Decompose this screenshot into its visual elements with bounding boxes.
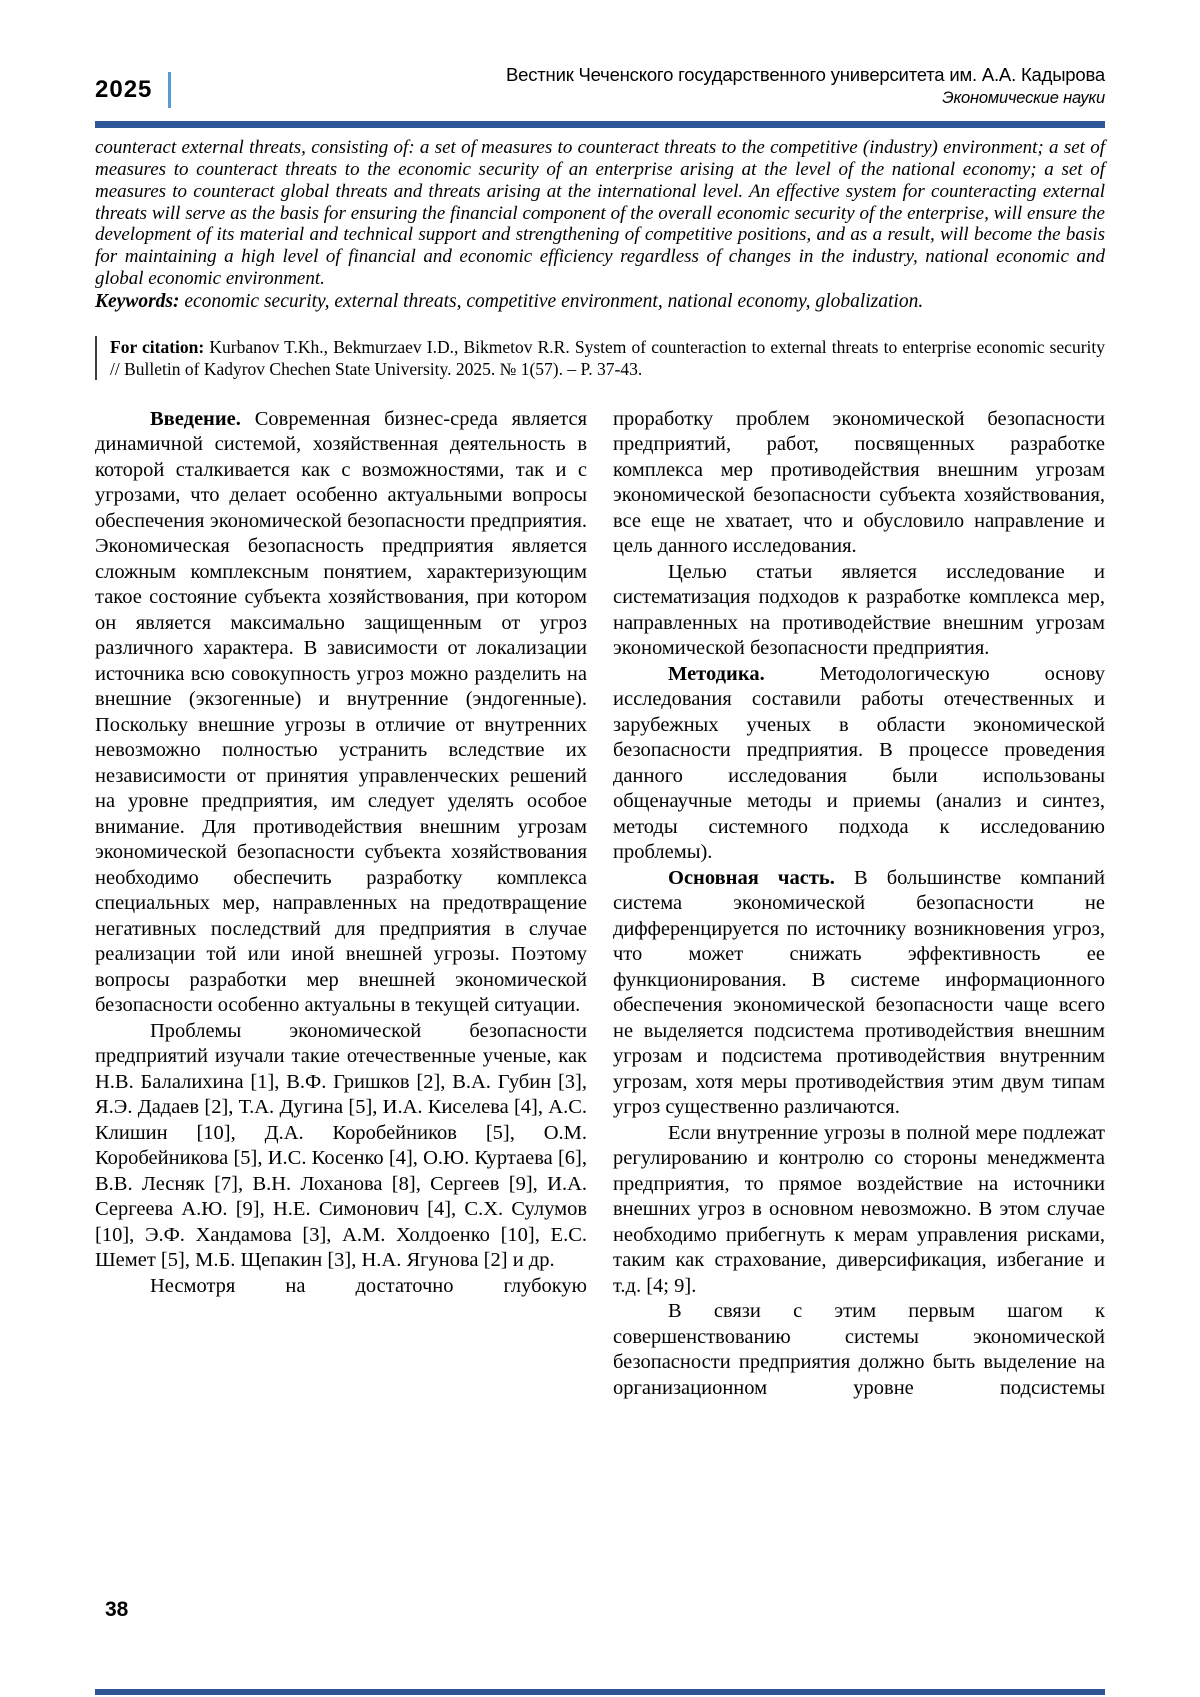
body-paragraph: Несмотря на достаточно глубокую (150, 1274, 587, 1297)
body-paragraph: Целью статьи является исследование и систематизация подходов к разработке комплекса мер, направленных на противодействие внешним угрозам экономической безопасности предприятия. (613, 560, 1105, 660)
keywords-line (95, 291, 1105, 313)
right-column (613, 407, 1105, 1402)
page-number: 38 (105, 1598, 129, 1621)
section-lead: Основная часть. (668, 866, 854, 889)
body-paragraph: Методика. Методологическую основу исследования составили работы отечественных и зарубежных ученых в области экономической безопасности предприятия. В процессе проведения данного исследования были использованы общенаучные методы и приемы (анализ и синтез, методы системного подхода к исследованию проблемы). (613, 662, 1105, 864)
body-paragraph: Введение. Современная бизнес-среда является динамичной системой, хозяйственная деятельность в которой сталкивается как с возможностями, так и с угрозами, что делает особенно актуальными вопросы обеспечения экономической безопасности предприятия. Экономическая безопасность предприятия является сложным комплексным понятием, характеризующим такое состояние субъекта хозяйствования, при котором он является максимально защищенным от угроз различного характера. В зависимости от локализации источника всю совокупность угроз можно разделить на внешние (экзогенные) и внутренние (эндогенные). Поскольку внешние угрозы в отличие от внутренних невозможно полностью устранить вследствие их независимости от принятия управленческих решений на уровне предприятия, им следует уделять особое внимание. Для противодействия внешним угрозам экономической безопасности субъекта хозяйствования необходимо обеспечить разработку комплекса специальных мер, направленных на предотвращение негативных последствий для предприятия в случае реализации той или иной внешней угрозы. Поэтому вопросы разработки мер внешней экономической безопасности особенно актуальны в текущей ситуации. (95, 407, 587, 1017)
page-header (95, 0, 1105, 108)
body-columns (95, 407, 1105, 1402)
citation-block (95, 336, 1105, 380)
citation-text: Kurbanov T.Kh., Bekmurzaev I.D., Bikmetov R.R. System of counteraction to external threats to enterprise economic security // Bulletin of Kadyrov Chechen State University. 2025. № 1(57). – P. 37-43. (110, 336, 1105, 379)
body-paragraph: Если внутренние угрозы в полной мере подлежат регулированию и контролю со стороны менеджмента предприятия, то прямое воздействие на источники внешних угроз в основном невозможно. В этом случае необходимо прибегнуть к мерам управления рисками, таким как страхование, диверсификация, избегание и т.д. [4; 9]. (613, 1121, 1105, 1297)
citation-label: For citation: (110, 336, 205, 357)
footer-rule (95, 1689, 1105, 1695)
year-divider-bar (168, 72, 171, 108)
header-rule (95, 121, 1105, 128)
year-block (95, 72, 171, 108)
left-column (95, 407, 587, 1402)
section-lead: Методика. (668, 662, 820, 685)
keywords-label: Keywords: (95, 290, 180, 312)
section-lead: Введение. (150, 407, 255, 430)
body-paragraph: Основная часть. В большинстве компаний система экономической безопасности не дифференцируется по источнику возникновения угроз, что может снижать эффективность ее функционирования. В системе информационного обеспечения экономической безопасности чаще всего не выделяется подсистема противодействия внешним угрозам и подсистема противодействия внутренним угрозам, хотя меры противодействия этим двум типам угроз существенно различаются. (613, 866, 1106, 1119)
body-paragraph: Проблемы экономической безопасности предприятий изучали такие отечественные ученые, как Н.В. Балалихина [1], В.Ф. Гришков [2], В.А. Губин [3], Я.Э. Дадаев [2], Т.А. Дугина [5], И.А. Киселева [4], А.С. Клишин [10], Д.А. Коробейников [5], О.М. Коробейникова [5], И.С. Косенко [4], О.Ю. Куртаева [6], В.В. Лесняк [7], В.Н. Лоханова [8], Сергеев [9], И.А. Сергеева А.Ю. [9], Н.Е. Симонович [4], С.Х. Сулумов [10], Э.Ф. Хандамова [3], А.М. Холдоенко [10], Е.С. Шемет [5], М.Б. Щепакин [3], Н.А. Ягунова [2] и др. (95, 1019, 587, 1272)
journal-title-block (506, 64, 1105, 108)
body-paragraph: В связи с этим первым шагом к совершенствованию системы экономической безопасности предприятия должно быть выделение на организационном уровне подсистемы (613, 1300, 1105, 1399)
keywords-text: economic security, external threats, competitive environment, national economy, globalization. (179, 290, 924, 312)
journal-title: Вестник Чеченского государственного университета им. А.А. Кадырова (506, 64, 1105, 85)
body-paragraph: проработку проблем экономической безопасности предприятий, работ, посвященных разработке комплекса мер противодействия внешним угрозам экономической безопасности субъекта хозяйствования, все еще не хватает, что и обусловило направление и цель данного исследования. (613, 407, 1105, 558)
year-label: 2025 (95, 76, 153, 104)
abstract-text: counteract external threats, consisting of: a set of measures to counteract threats to the competitive (industry) environment; a set of measures to counteract threats to the economic security of an enterprise arising at the level of the national economy; a set of measures to counteract global threats and threats arising at the international level. An effective system for counteracting external threats will serve as the basis for ensuring the financial component of the overall economic security of the enterprise, will ensure the development of its material and technical support and strengthening of competitive positions, and as a result, will become the basis for maintaining a high level of financial and economic efficiency regardless of changes in the industry, national economic and global economic environment. (95, 137, 1105, 289)
journal-section: Экономические науки (942, 89, 1105, 108)
